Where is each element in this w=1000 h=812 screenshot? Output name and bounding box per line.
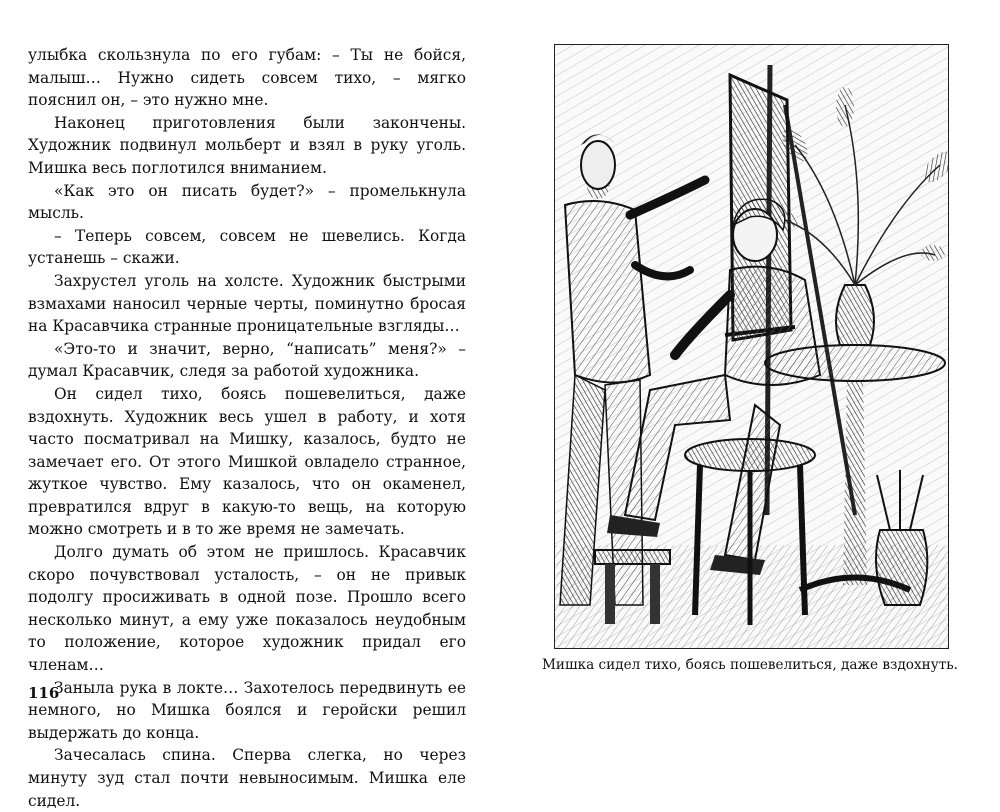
paragraph: Он сидел тихо, боясь пошевелиться, даже вздохнуть. Художник весь ушел в работу, и хотя часто посматривал на Мишку, казалось, будто не замечает его. От этого Мишкой овладело странное, жуткое чувство. Ему казалось, что он окаменел, превратился вдруг в какую-то вещь, на которую можно смотреть и в то же время не замечать. [28,384,466,539]
paragraph: улыбка скользнула по его губам: – Ты не бойся, малыш… Нужно сидеть совсем тихо, – мягко пояснил он, – это нужно мне. [28,46,466,110]
paragraph: Зачесалась спина. Сперва слегка, но через минуту зуд стал почти невыносимым. Мишка еле сидел. [28,746,466,810]
paragraph: – Теперь совсем, совсем не шевелись. Когда устанешь – скажи. [28,226,466,268]
paragraph: «Это-то и значит, верно, “написать” меня?» – думал Красавчик, следя за работой художника. [28,339,466,381]
paragraph: Захрустел уголь на холсте. Художник быстрыми взмахами наносил черные черты, поминутно бросая на Красавчика странные проницательные взгляды… [28,271,466,336]
paragraph: Долго думать об этом не пришлось. Красавчик скоро почувствовал усталость, – он не привык подолгу просиживать в одной позе. Прошло всего несколько минут, а ему уже показалось неудобным то положение, которое художник придал его членам… [28,543,466,675]
page-number: 116 [28,684,60,702]
illustration-drawing [555,45,948,648]
paragraph: «Как это он писать будет?» – промелькнула мысль. [28,181,466,223]
left-page-text [28,44,466,812]
paragraph: Наконец приготовления были закончены. Художник подвинул мольберт и взял в руку уголь. Мишка весь поглотился вниманием. [28,113,466,177]
paragraph: Заныла рука в локте… Захотелось передвинуть ее немного, но Мишка боялся и геройски решил выдержать до конца. [28,678,466,742]
illustration [554,44,949,649]
illustration-caption: Мишка сидел тихо, боясь пошевелиться, даже вздохнуть. [542,657,958,673]
